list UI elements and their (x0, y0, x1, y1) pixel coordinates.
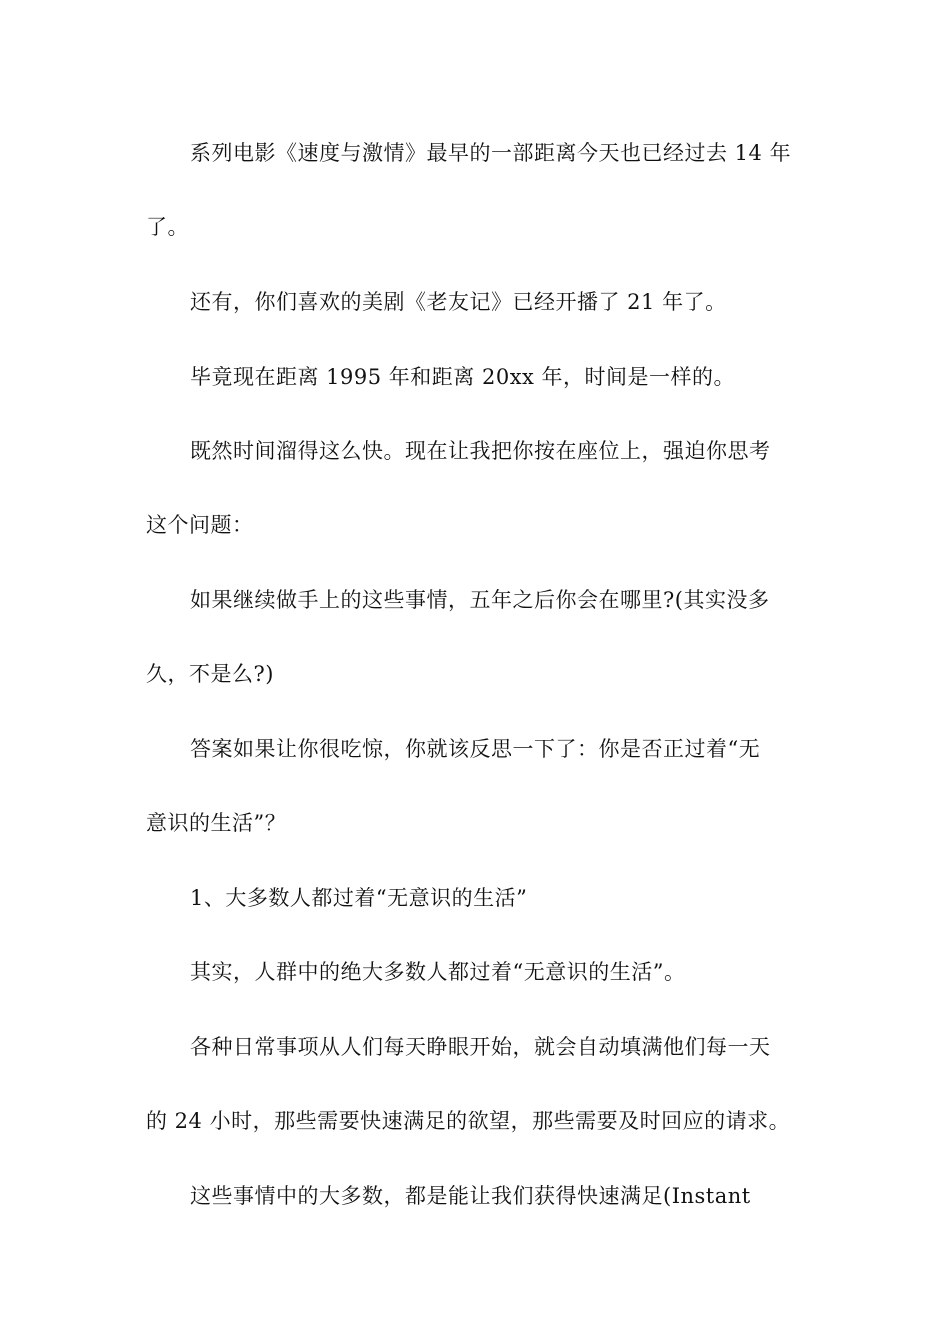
text-line: 系列电影《速度与激情》最早的一部距离今天也已经过去 14 年 (190, 141, 792, 165)
text-line: 毕竟现在距离 1995 年和距离 20xx 年，时间是一样的。 (190, 365, 736, 389)
text-line: 各种日常事项从人们每天睁眼开始，就会自动填满他们每一天 (190, 1035, 771, 1059)
text-line: 这个问题： (146, 513, 254, 537)
text-line: 既然时间溜得这么快。现在让我把你按在座位上，强迫你思考 (190, 439, 771, 463)
text-line: 其实，人群中的绝大多数人都过着“无意识的生活”。 (190, 960, 686, 984)
text-line: 了。 (146, 215, 189, 239)
text-line: 还有，你们喜欢的美剧《老友记》已经开播了 21 年了。 (190, 290, 727, 314)
text-line: 如果继续做手上的这些事情，五年之后你会在哪里?(其实没多 (190, 588, 770, 612)
text-line: 久，不是么?) (146, 662, 274, 686)
text-line: 的 24 小时，那些需要快速满足的欲望，那些需要及时回应的请求。 (146, 1109, 791, 1133)
section-heading: 1、大多数人都过着“无意识的生活” (190, 886, 528, 910)
text-line: 答案如果让你很吃惊，你就该反思一下了：你是否正过着“无 (190, 737, 761, 761)
text-line: 意识的生活”？ (146, 811, 287, 835)
text-line: 这些事情中的大多数，都是能让我们获得快速满足(Instant (190, 1184, 751, 1208)
